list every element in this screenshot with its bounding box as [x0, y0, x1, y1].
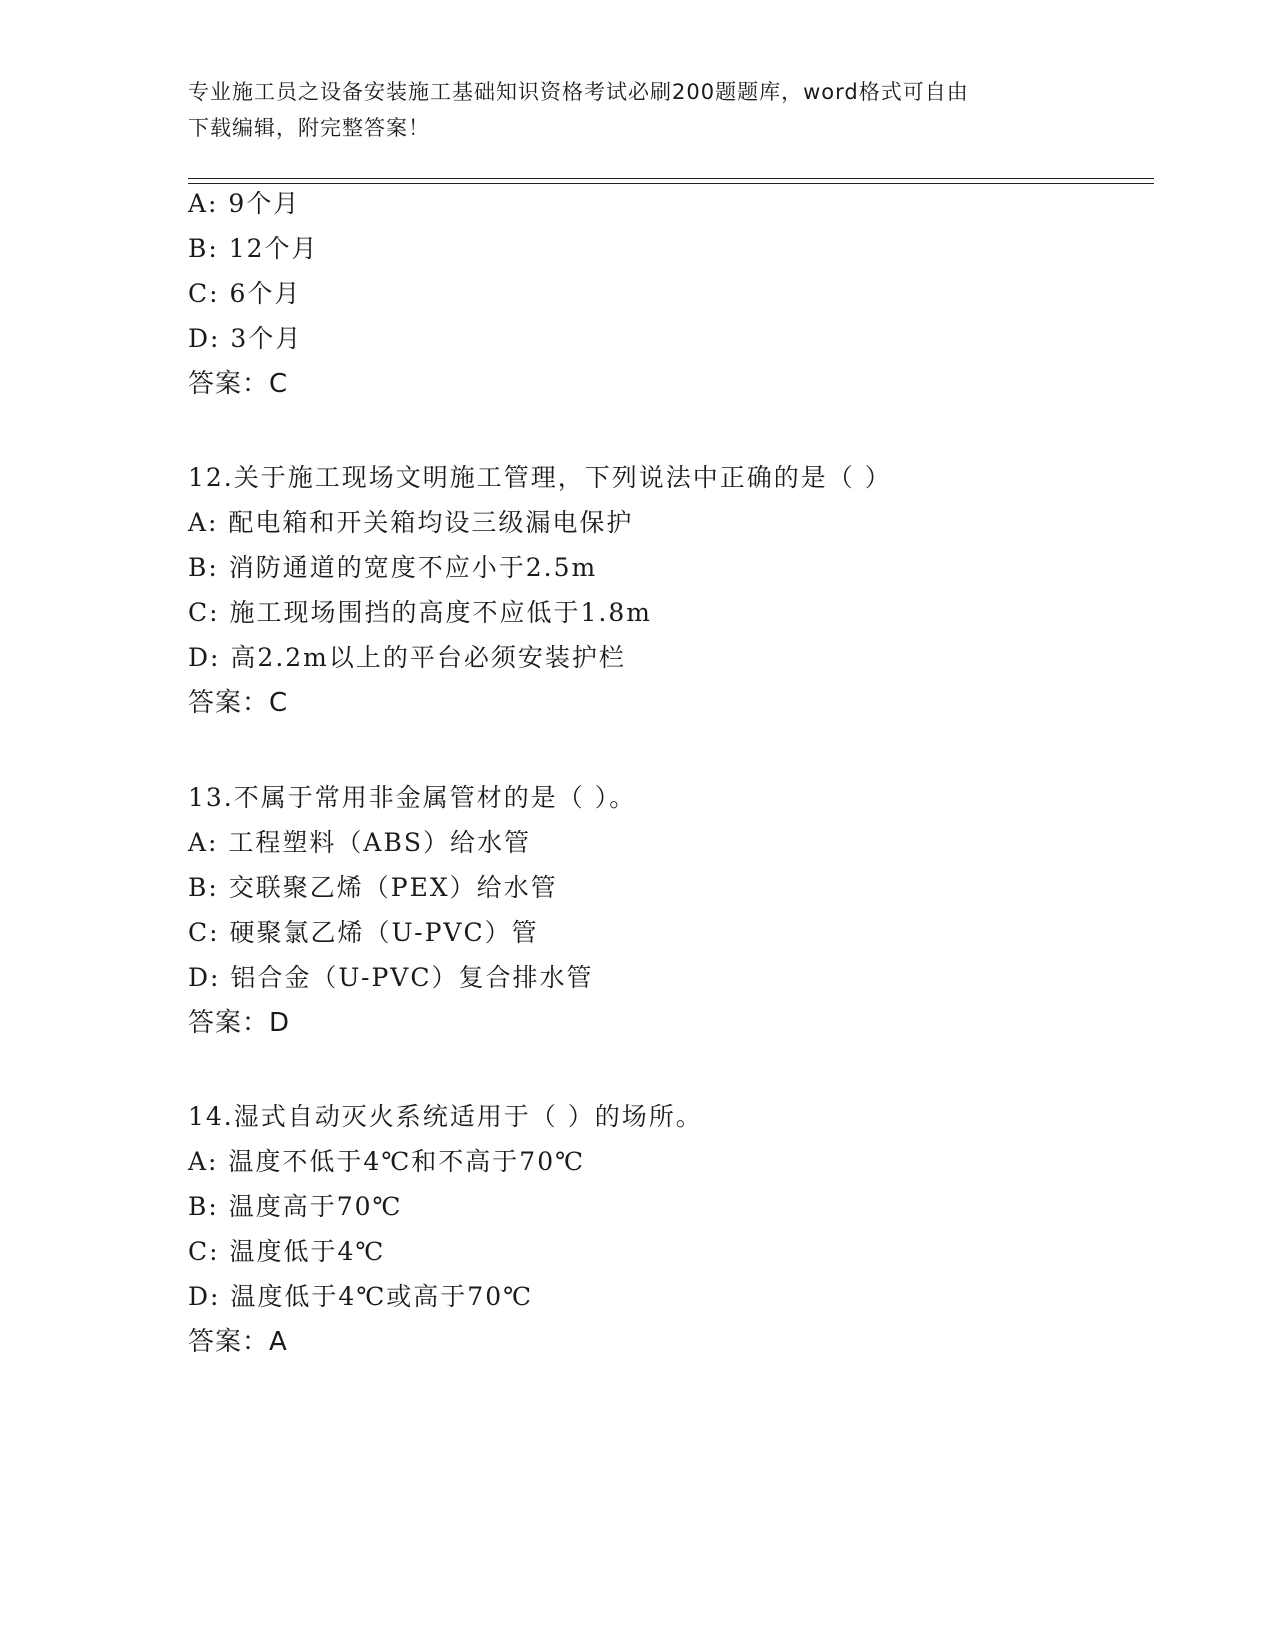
q11-option-c: C: 6个月 [188, 279, 302, 308]
q11-option-d: D: 3个月 [188, 324, 303, 353]
q13-option-a: A: 工程塑料（ABS）给水管 [188, 828, 531, 857]
q14-option-b: B: 温度高于70℃ [188, 1192, 403, 1221]
q13-answer: 答案：D [188, 1008, 291, 1038]
q11-answer: 答案：C [188, 369, 289, 399]
q11-option-a: A: 9个月 [188, 189, 301, 218]
header-line-2: 下载编辑，附完整答案！ [188, 116, 430, 140]
q11-option-b: B: 12个月 [188, 234, 319, 263]
q14-answer: 答案：A [188, 1327, 288, 1357]
q12-option-a: A: 配电箱和开关箱均设三级漏电保护 [188, 508, 634, 537]
q12-option-b: B: 消防通道的宽度不应小于2.5m [188, 553, 598, 582]
q13-stem: 13.不属于常用非金属管材的是（ ）。 [188, 783, 637, 812]
document-header [188, 74, 1088, 146]
header-line-1: 专业施工员之设备安装施工基础知识资格考试必刷200题题库，word格式可自由 [188, 80, 969, 104]
q14-stem: 14.湿式自动灭火系统适用于（ ）的场所。 [188, 1102, 703, 1131]
q12-option-d: D: 高2.2m以上的平台必须安装护栏 [188, 643, 626, 672]
header-divider-top [188, 178, 1154, 179]
q14-option-a: A: 温度不低于4℃和不高于70℃ [188, 1147, 586, 1176]
q12-stem: 12.关于施工现场文明施工管理，下列说法中正确的是（ ） [188, 463, 892, 492]
q14-option-c: C: 温度低于4℃ [188, 1237, 386, 1266]
q12-answer: 答案：C [188, 688, 289, 718]
header-divider-bottom [188, 183, 1154, 184]
q13-option-c: C: 硬聚氯乙烯（U-PVC）管 [188, 918, 539, 947]
q14-option-d: D: 温度低于4℃或高于70℃ [188, 1282, 534, 1311]
q13-option-b: B: 交联聚乙烯（PEX）给水管 [188, 873, 558, 902]
q13-option-d: D: 铝合金（U-PVC）复合排水管 [188, 963, 594, 992]
q12-option-c: C: 施工现场围挡的高度不应低于1.8m [188, 598, 652, 627]
